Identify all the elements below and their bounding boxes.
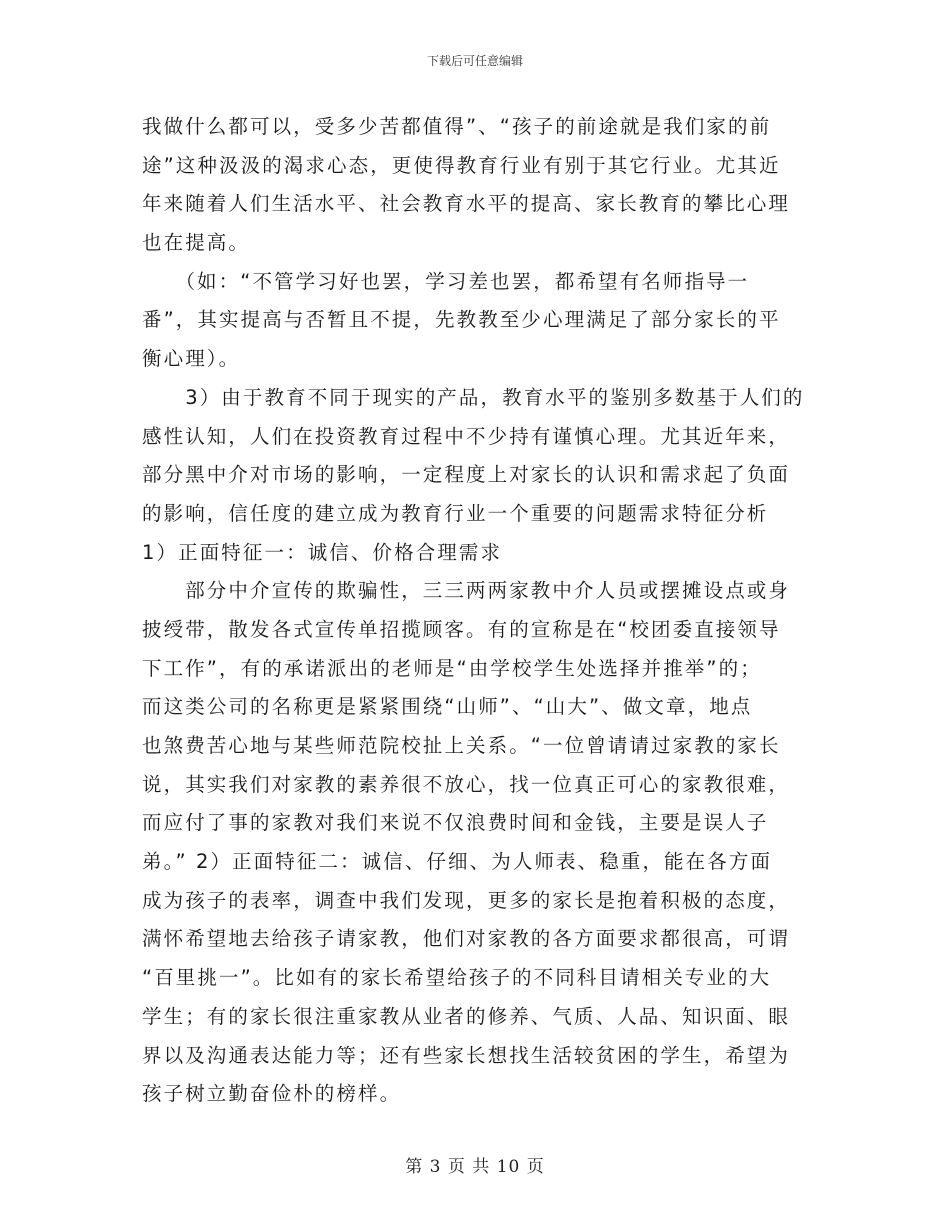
body-line: 途”这种汲汲的渴求心态，更使得教育行业有别于其它行业。尤其近 [142, 153, 781, 177]
body-line: 我做什么都可以，受多少苦都值得”、“孩子的前途就是我们家的前 [142, 115, 772, 138]
body-line: 年来随着人们生活水平、社会教育水平的提高、家长教育的攀比心理 [142, 192, 791, 216]
body-line: 说，其实我们对家教的素养很不放心，找一位真正可心的家教很难， [142, 772, 791, 796]
body-line: 成为孩子的表率，调查中我们发现，更多的家长是抱着积极的态度， [142, 888, 791, 912]
body-line: 披绶带，散发各式宣传单招揽顾客。有的宣称是在“校团委直接领导 [142, 617, 781, 641]
body-line: 衡心理）。 [142, 347, 241, 371]
section-heading: 1）正面特征一：诚信、价格合理需求 [142, 540, 503, 564]
body-line: 满怀希望地去给孩子请家教，他们对家教的各方面要求都很高，可谓 [142, 927, 791, 951]
body-line: 部分黑中介对市场的影响，一定程度上对家长的认识和需求起了负面 [142, 463, 791, 487]
body-line: “百里挑一”。比如有的家长希望给孩子的不同科目请相关专业的大 [142, 966, 772, 990]
body-line: 下工作”，有的承诺派出的老师是“由学校学生处选择并推举”的； [142, 656, 762, 680]
body-line: 部分中介宣传的欺骗性，三三两两家教中介人员或摆摊设点或身 [142, 579, 791, 603]
page-number-footer: 第 3 页 共 10 页 [405, 1157, 545, 1177]
body-line: 感性认知，人们在投资教育过程中不少持有谨慎心理。尤其近年来， [142, 424, 791, 448]
body-line: 孩子树立勤奋俭朴的榜样。 [142, 1082, 402, 1106]
page-header: 下载后可任意编辑 [426, 54, 523, 68]
body-line: 也在提高。 [142, 231, 251, 255]
body-line: 3）由于教育不同于现实的产品，教育水平的鉴别多数基于人们的 [142, 385, 805, 409]
document-body [142, 108, 810, 1114]
body-line: （如：“不管学习好也罢，学习差也罢，都希望有名师指导一 [142, 269, 750, 293]
body-line: 而应付了事的家教对我们来说不仅浪费时间和金钱，主要是误人子 [142, 811, 769, 835]
body-line: 的影响，信任度的建立成为教育行业一个重要的问题需求特征分析 [142, 501, 769, 525]
body-line: 番”，其实提高与否暂且不提，先教教至少心理满足了部分家长的平 [142, 308, 781, 332]
body-line: 界以及沟通表达能力等；还有些家长想找生活较贫困的学生，希望为 [142, 1043, 791, 1067]
body-line: 弟。” 2）正面特征二：诚信、仔细、为人师表、稳重，能在各方面 [142, 850, 773, 874]
body-line: 学生；有的家长很注重家教从业者的修养、气质、人品、知识面、眼 [142, 1004, 791, 1028]
body-line: 也煞费苦心地与某些师范院校扯上关系。“一位曾请请过家教的家长 [142, 734, 781, 757]
body-line: 而这类公司的名称更是紧紧围绕“山师”、“山大”、做文章，地点 [142, 695, 753, 719]
